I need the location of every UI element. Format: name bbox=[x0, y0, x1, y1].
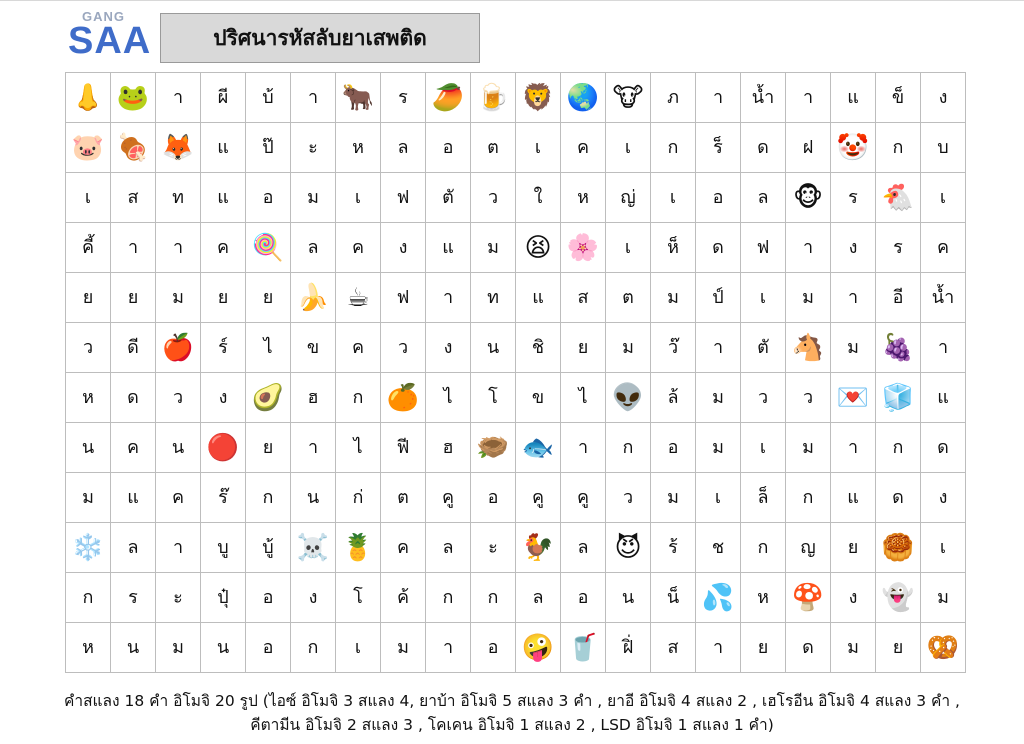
grid-cell[interactable]: ว bbox=[471, 173, 516, 223]
grid-cell[interactable]: 🤡 bbox=[831, 123, 876, 173]
grid-cell[interactable]: ข bbox=[516, 373, 561, 423]
grid-cell[interactable]: า bbox=[291, 73, 336, 123]
grid-cell[interactable]: ย bbox=[201, 273, 246, 323]
grid-cell[interactable]: แ bbox=[201, 173, 246, 223]
grid-cell[interactable]: น bbox=[606, 573, 651, 623]
grid-cell[interactable]: 🥮 bbox=[876, 523, 921, 573]
grid-cell[interactable]: ดี bbox=[111, 323, 156, 373]
grid-cell[interactable]: คู bbox=[426, 473, 471, 523]
grid-cell[interactable]: 🍎 bbox=[156, 323, 201, 373]
grid-cell[interactable]: 🐔 bbox=[876, 173, 921, 223]
grid-cell[interactable]: บ bbox=[921, 123, 966, 173]
grid-cell[interactable]: ง bbox=[426, 323, 471, 373]
grid-cell[interactable]: ก่ bbox=[336, 473, 381, 523]
grid-cell[interactable]: ค bbox=[921, 223, 966, 273]
grid-cell[interactable]: ย bbox=[66, 273, 111, 323]
grid-cell[interactable]: ส bbox=[111, 173, 156, 223]
top-divider bbox=[0, 0, 1024, 1]
grid-cell[interactable]: 🐓 bbox=[516, 523, 561, 573]
grid-cell[interactable]: 🌏 bbox=[561, 73, 606, 123]
grid-cell[interactable]: ม bbox=[651, 273, 696, 323]
grid-cell[interactable]: ค bbox=[336, 323, 381, 373]
grid-cell[interactable]: ม bbox=[291, 173, 336, 223]
grid-cell[interactable]: 🐮 bbox=[606, 73, 651, 123]
grid-cell[interactable]: 🍄 bbox=[786, 573, 831, 623]
grid-cell[interactable]: คู bbox=[561, 473, 606, 523]
grid-cell[interactable]: ไ bbox=[336, 423, 381, 473]
grid-cell[interactable]: 😫 bbox=[516, 223, 561, 273]
grid-cell[interactable]: ค bbox=[561, 123, 606, 173]
grid-cell[interactable]: ม bbox=[786, 423, 831, 473]
grid-cell[interactable]: ด bbox=[876, 473, 921, 523]
grid-cell[interactable]: 🍖 bbox=[111, 123, 156, 173]
grid-cell[interactable]: 🍌 bbox=[291, 273, 336, 323]
grid-cell[interactable]: ก bbox=[246, 473, 291, 523]
grid-cell[interactable]: า bbox=[111, 223, 156, 273]
grid-cell[interactable]: ก bbox=[651, 123, 696, 173]
grid-cell[interactable]: ค bbox=[156, 473, 201, 523]
grid-cell[interactable]: 🐴 bbox=[786, 323, 831, 373]
grid-cell[interactable]: ด bbox=[696, 223, 741, 273]
grid-cell[interactable]: ร bbox=[111, 573, 156, 623]
grid-cell[interactable]: ล bbox=[291, 223, 336, 273]
grid-cell[interactable]: ล bbox=[741, 173, 786, 223]
grid-cell[interactable]: โ bbox=[471, 373, 516, 423]
grid-cell[interactable]: อ bbox=[246, 173, 291, 223]
grid-cell[interactable]: ภ bbox=[651, 73, 696, 123]
grid-cell[interactable]: เ bbox=[651, 173, 696, 223]
grid-cell[interactable]: ค bbox=[381, 523, 426, 573]
grid-cell[interactable]: ะ bbox=[471, 523, 516, 573]
grid-cell[interactable]: ะ bbox=[156, 573, 201, 623]
grid-cell[interactable]: า bbox=[786, 223, 831, 273]
grid-cell[interactable]: 👽 bbox=[606, 373, 651, 423]
grid-cell[interactable]: ค้ bbox=[381, 573, 426, 623]
grid-cell[interactable]: บ้ bbox=[246, 73, 291, 123]
grid-cell[interactable]: 🧊 bbox=[876, 373, 921, 423]
grid-cell[interactable]: เ bbox=[606, 223, 651, 273]
grid-cell[interactable]: า bbox=[426, 273, 471, 323]
grid-cell[interactable]: แ bbox=[831, 73, 876, 123]
grid-cell[interactable]: ญ่ bbox=[606, 173, 651, 223]
grid-cell[interactable]: เ bbox=[606, 123, 651, 173]
grid-cell[interactable]: ง bbox=[921, 473, 966, 523]
grid-cell[interactable]: ม bbox=[651, 473, 696, 523]
grid-cell[interactable]: อ bbox=[561, 573, 606, 623]
grid-cell[interactable]: ก bbox=[471, 573, 516, 623]
grid-cell[interactable]: ม bbox=[696, 423, 741, 473]
grid-cell[interactable]: 🔴 bbox=[201, 423, 246, 473]
grid-cell[interactable]: น bbox=[111, 623, 156, 673]
grid-cell[interactable]: ม bbox=[831, 323, 876, 373]
grid-cell[interactable]: ย bbox=[831, 523, 876, 573]
grid-cell[interactable]: ม bbox=[156, 623, 201, 673]
grid-cell[interactable]: ม bbox=[786, 273, 831, 323]
grid-cell[interactable]: ง bbox=[921, 73, 966, 123]
grid-cell[interactable]: ง bbox=[831, 573, 876, 623]
grid-cell[interactable]: คี้ bbox=[66, 223, 111, 273]
grid-cell[interactable]: ล bbox=[111, 523, 156, 573]
grid-cell[interactable]: ย bbox=[111, 273, 156, 323]
grid-cell[interactable]: ก bbox=[66, 573, 111, 623]
grid-cell[interactable]: โ bbox=[336, 573, 381, 623]
grid-cell[interactable]: า bbox=[786, 73, 831, 123]
grid-cell[interactable]: า bbox=[426, 623, 471, 673]
grid-cell[interactable]: ห bbox=[336, 123, 381, 173]
grid-cell[interactable]: ร bbox=[831, 173, 876, 223]
grid-cell[interactable]: 🦊 bbox=[156, 123, 201, 173]
grid-cell[interactable]: ห็ bbox=[651, 223, 696, 273]
grid-cell[interactable]: า bbox=[831, 423, 876, 473]
grid-cell[interactable]: ม bbox=[606, 323, 651, 373]
grid-cell[interactable]: ย bbox=[741, 623, 786, 673]
grid-cell[interactable]: ง bbox=[381, 223, 426, 273]
grid-cell[interactable]: 🍇 bbox=[876, 323, 921, 373]
grid-cell[interactable]: ตั bbox=[426, 173, 471, 223]
grid-cell[interactable]: ต bbox=[606, 273, 651, 323]
grid-cell[interactable]: ว bbox=[381, 323, 426, 373]
grid-cell[interactable]: า bbox=[291, 423, 336, 473]
grid-cell[interactable]: า bbox=[561, 423, 606, 473]
grid-cell[interactable]: ล็ bbox=[741, 473, 786, 523]
grid-cell[interactable]: ฟี bbox=[381, 423, 426, 473]
grid-cell[interactable]: ป์ bbox=[696, 273, 741, 323]
grid-cell[interactable]: 🦁 bbox=[516, 73, 561, 123]
grid-cell[interactable]: ก bbox=[606, 423, 651, 473]
grid-cell[interactable]: ฟ bbox=[741, 223, 786, 273]
grid-cell[interactable]: ฟ bbox=[381, 173, 426, 223]
grid-cell[interactable]: เ bbox=[741, 273, 786, 323]
grid-cell[interactable]: 🌸 bbox=[561, 223, 606, 273]
grid-cell[interactable]: 🪹 bbox=[471, 423, 516, 473]
grid-cell[interactable]: ล bbox=[381, 123, 426, 173]
grid-cell[interactable]: 🍺 bbox=[471, 73, 516, 123]
grid-cell[interactable]: 🐷 bbox=[66, 123, 111, 173]
grid-cell[interactable]: ล bbox=[561, 523, 606, 573]
grid-cell[interactable]: ร๊ bbox=[201, 473, 246, 523]
grid-cell[interactable]: ร bbox=[876, 223, 921, 273]
grid-cell[interactable]: ะ bbox=[291, 123, 336, 173]
grid-cell[interactable]: ว bbox=[156, 373, 201, 423]
grid-cell[interactable]: ไ bbox=[426, 373, 471, 423]
grid-cell[interactable]: ด bbox=[111, 373, 156, 423]
grid-cell[interactable]: ฮ bbox=[291, 373, 336, 423]
grid-cell[interactable]: ม bbox=[831, 623, 876, 673]
grid-cell[interactable]: ม bbox=[156, 273, 201, 323]
grid-cell[interactable]: ด bbox=[741, 123, 786, 173]
grid-cell[interactable]: แ bbox=[831, 473, 876, 523]
grid-cell[interactable]: 🐟 bbox=[516, 423, 561, 473]
grid-cell[interactable]: ชิ bbox=[516, 323, 561, 373]
grid-cell[interactable]: า bbox=[696, 323, 741, 373]
grid-cell[interactable]: ง bbox=[831, 223, 876, 273]
grid-cell[interactable]: ย bbox=[876, 623, 921, 673]
grid-cell[interactable]: ม bbox=[696, 373, 741, 423]
grid-cell[interactable]: ค bbox=[201, 223, 246, 273]
grid-cell[interactable]: า bbox=[921, 323, 966, 373]
grid-cell[interactable]: อ bbox=[696, 173, 741, 223]
grid-cell[interactable]: ม bbox=[381, 623, 426, 673]
grid-cell[interactable]: น้ำ bbox=[741, 73, 786, 123]
grid-cell[interactable]: ง bbox=[291, 573, 336, 623]
grid-cell[interactable]: น bbox=[156, 423, 201, 473]
grid-cell[interactable]: ก bbox=[876, 123, 921, 173]
grid-cell[interactable]: ก bbox=[786, 473, 831, 523]
grid-cell[interactable]: ค bbox=[111, 423, 156, 473]
grid-cell[interactable]: ไ bbox=[561, 373, 606, 423]
grid-cell[interactable]: ย bbox=[561, 323, 606, 373]
grid-cell[interactable]: ท bbox=[471, 273, 516, 323]
puzzle-grid bbox=[65, 72, 966, 673]
grid-cell[interactable]: ส bbox=[561, 273, 606, 323]
grid-cell[interactable]: เ bbox=[336, 173, 381, 223]
grid-cell[interactable]: ช bbox=[696, 523, 741, 573]
grid-cell[interactable]: ท bbox=[156, 173, 201, 223]
gang-saa-logo bbox=[68, 6, 152, 64]
grid-cell[interactable]: แ bbox=[426, 223, 471, 273]
grid-cell[interactable]: า bbox=[696, 623, 741, 673]
grid-cell[interactable]: บู้ bbox=[246, 523, 291, 573]
grid-cell[interactable]: ข็ bbox=[876, 73, 921, 123]
grid-cell[interactable]: อ bbox=[246, 623, 291, 673]
grid-cell[interactable]: เ bbox=[741, 423, 786, 473]
grid-cell[interactable]: 🥑 bbox=[246, 373, 291, 423]
grid-cell[interactable]: 🐵 bbox=[786, 173, 831, 223]
grid-cell[interactable]: ม bbox=[921, 573, 966, 623]
grid-cell[interactable]: ก bbox=[426, 573, 471, 623]
logo-small-text: GANG bbox=[82, 9, 125, 24]
grid-cell[interactable]: แ bbox=[921, 373, 966, 423]
grid-cell[interactable]: ค bbox=[336, 223, 381, 273]
grid-cell[interactable]: ร้ bbox=[651, 523, 696, 573]
grid-cell[interactable]: 💦 bbox=[696, 573, 741, 623]
grid-cell[interactable]: ข bbox=[291, 323, 336, 373]
grid-cell[interactable]: อ bbox=[426, 123, 471, 173]
grid-cell[interactable]: น็ bbox=[651, 573, 696, 623]
grid-cell[interactable]: ย bbox=[246, 423, 291, 473]
grid-cell[interactable]: แ bbox=[516, 273, 561, 323]
grid-cell[interactable]: แ bbox=[111, 473, 156, 523]
grid-cell[interactable]: เ bbox=[696, 473, 741, 523]
grid-cell[interactable]: คู bbox=[516, 473, 561, 523]
grid-cell[interactable]: บู bbox=[201, 523, 246, 573]
grid-cell[interactable]: แ bbox=[201, 123, 246, 173]
grid-cell[interactable]: า bbox=[156, 523, 201, 573]
grid-cell[interactable]: น้ำ bbox=[921, 273, 966, 323]
grid-cell[interactable]: 👃 bbox=[66, 73, 111, 123]
grid-cell[interactable]: เ bbox=[921, 173, 966, 223]
grid-cell[interactable]: ห bbox=[66, 373, 111, 423]
grid-cell[interactable]: 🐂 bbox=[336, 73, 381, 123]
grid-cell[interactable]: ก bbox=[741, 523, 786, 573]
grid-cell[interactable]: อ bbox=[471, 473, 516, 523]
grid-cell[interactable]: 🍊 bbox=[381, 373, 426, 423]
grid-cell[interactable]: า bbox=[156, 223, 201, 273]
grid-cell[interactable]: ว bbox=[66, 323, 111, 373]
grid-cell[interactable]: ด bbox=[786, 623, 831, 673]
grid-cell[interactable]: ป๊ bbox=[246, 123, 291, 173]
grid-cell[interactable]: ต bbox=[381, 473, 426, 523]
grid-cell[interactable]: 🥨 bbox=[921, 623, 966, 673]
grid-cell[interactable]: อ bbox=[651, 423, 696, 473]
grid-cell[interactable]: ฮ bbox=[426, 423, 471, 473]
grid-cell[interactable]: ร็ bbox=[696, 123, 741, 173]
grid-cell[interactable]: ห bbox=[741, 573, 786, 623]
logo-big-text: SAA bbox=[68, 20, 152, 62]
grid-cell[interactable]: ม bbox=[66, 473, 111, 523]
grid-cell[interactable]: 🤪 bbox=[516, 623, 561, 673]
grid-cell[interactable]: ใ bbox=[516, 173, 561, 223]
grid-cell[interactable]: ร์ bbox=[201, 323, 246, 373]
grid-cell[interactable]: ไ bbox=[246, 323, 291, 373]
grid-cell[interactable]: 🥤 bbox=[561, 623, 606, 673]
grid-cell[interactable]: เ bbox=[516, 123, 561, 173]
grid-cell[interactable]: ผี bbox=[201, 73, 246, 123]
grid-cell[interactable]: ล bbox=[516, 573, 561, 623]
grid-cell[interactable]: ☠️ bbox=[291, 523, 336, 573]
footer-line-1: คำสแลง 18 คำ อิโมจิ 20 รูป (ไอซ์ อิโมจิ 3 สแลง 4, ยาบ้า อิโมจิ 5 สแลง 3 คำ , ยาอี อิโมจิ 4 สแลง 2 , เฮโรอีน อิโมจิ 4 สแลง 3 คำ , bbox=[64, 692, 960, 710]
grid-cell[interactable]: 🐸 bbox=[111, 73, 156, 123]
grid-cell[interactable]: ก bbox=[291, 623, 336, 673]
grid-cell[interactable]: น bbox=[471, 323, 516, 373]
grid-cell[interactable]: า bbox=[156, 73, 201, 123]
grid-cell[interactable]: น bbox=[201, 623, 246, 673]
grid-cell[interactable]: ม bbox=[471, 223, 516, 273]
grid-cell[interactable]: ส bbox=[651, 623, 696, 673]
grid-cell[interactable]: ฟ bbox=[381, 273, 426, 323]
grid-cell[interactable]: 👻 bbox=[876, 573, 921, 623]
grid-cell[interactable]: เ bbox=[921, 523, 966, 573]
grid-cell[interactable]: 🍭 bbox=[246, 223, 291, 273]
grid-cell[interactable]: ❄️ bbox=[66, 523, 111, 573]
grid-cell[interactable]: า bbox=[831, 273, 876, 323]
grid-cell[interactable]: น bbox=[66, 423, 111, 473]
grid-cell[interactable]: อ bbox=[471, 623, 516, 673]
grid-cell[interactable]: ล้ bbox=[651, 373, 696, 423]
grid-cell[interactable]: ร bbox=[381, 73, 426, 123]
grid-cell[interactable]: ว๊ bbox=[651, 323, 696, 373]
footer-line-2: คีตามีน อิโมจิ 2 สแลง 3 , โคเคน อิโมจิ 1 สแลง 2 , LSD อิโมจิ 1 สแลง 1 คำ) bbox=[250, 716, 774, 734]
grid-cell[interactable]: ง bbox=[201, 373, 246, 423]
grid-cell[interactable]: ☕ bbox=[336, 273, 381, 323]
grid-cell[interactable]: ต bbox=[471, 123, 516, 173]
grid-cell[interactable]: อ bbox=[246, 573, 291, 623]
grid-cell[interactable]: ว bbox=[606, 473, 651, 523]
page-title: ปริศนารหัสลับยาเสพติด bbox=[160, 13, 480, 63]
grid-cell[interactable]: ญ bbox=[786, 523, 831, 573]
grid-cell[interactable]: 😈 bbox=[606, 523, 651, 573]
grid-cell[interactable]: า bbox=[696, 73, 741, 123]
grid-cell[interactable]: ล bbox=[426, 523, 471, 573]
grid-cell[interactable]: เ bbox=[336, 623, 381, 673]
grid-cell[interactable]: ด bbox=[921, 423, 966, 473]
grid-cell[interactable]: ว bbox=[786, 373, 831, 423]
grid-cell[interactable]: ก bbox=[876, 423, 921, 473]
grid-cell[interactable]: เ bbox=[66, 173, 111, 223]
grid-cell[interactable]: ว bbox=[741, 373, 786, 423]
grid-cell[interactable]: อี bbox=[876, 273, 921, 323]
grid-cell[interactable]: ฝ bbox=[786, 123, 831, 173]
grid-cell[interactable]: ห bbox=[561, 173, 606, 223]
grid-cell[interactable]: ก bbox=[336, 373, 381, 423]
grid-cell[interactable]: ย bbox=[246, 273, 291, 323]
grid-cell[interactable]: ฝิ่ bbox=[606, 623, 651, 673]
grid-cell[interactable]: 🍍 bbox=[336, 523, 381, 573]
grid-cell[interactable]: 💌 bbox=[831, 373, 876, 423]
grid-cell[interactable]: น bbox=[291, 473, 336, 523]
grid-cell[interactable]: ห bbox=[66, 623, 111, 673]
grid-cell[interactable]: ตั bbox=[741, 323, 786, 373]
grid-cell[interactable]: ปุ๋ bbox=[201, 573, 246, 623]
grid-cell[interactable]: 🥭 bbox=[426, 73, 471, 123]
